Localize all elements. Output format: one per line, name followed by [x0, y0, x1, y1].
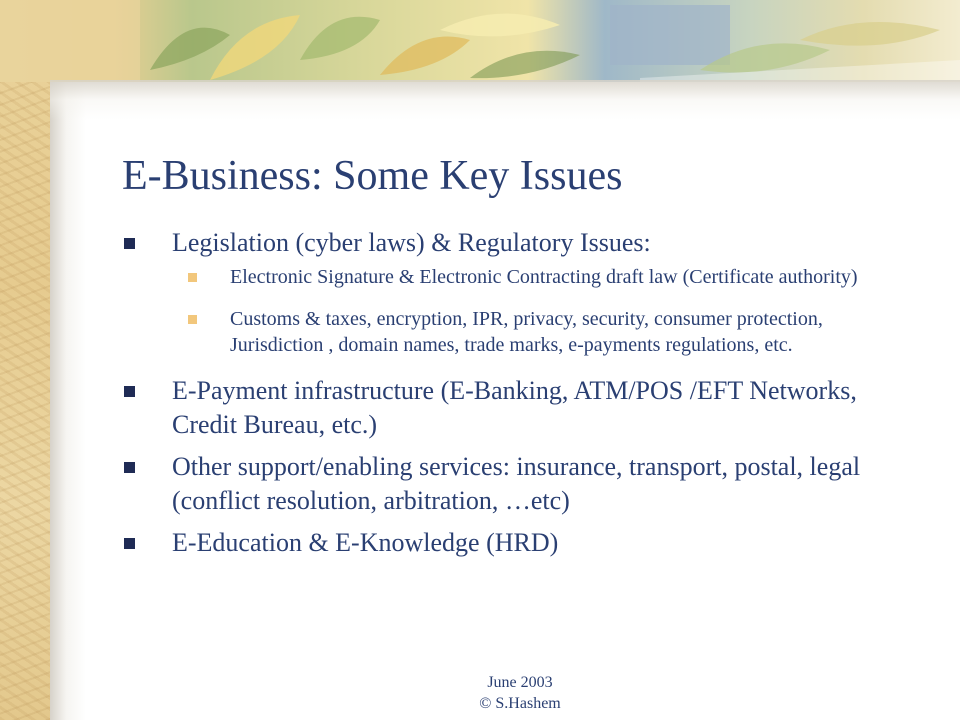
square-sub-bullet-icon	[188, 273, 197, 282]
sub-bullet-list	[172, 264, 902, 358]
left-shadow	[50, 80, 86, 720]
square-bullet-icon	[124, 538, 135, 549]
footer-date: June 2003	[487, 674, 553, 691]
bullet-text: Legislation (cyber laws) & Regulatory Issues:	[172, 228, 651, 257]
bullet-item-support-services	[122, 450, 902, 518]
square-bullet-icon	[124, 462, 135, 473]
bullet-item-e-education	[122, 526, 902, 560]
square-bullet-icon	[124, 238, 135, 249]
footer-author: © S.Hashem	[479, 695, 561, 712]
bullet-text: E-Payment infrastructure (E-Banking, ATM/POS /EFT Networks, Credit Bureau, etc.)	[172, 376, 857, 439]
sub-bullet-item	[180, 264, 902, 290]
top-shadow	[50, 80, 960, 120]
sub-bullet-text: Electronic Signature & Electronic Contracting draft law (Certificate authority)	[230, 266, 858, 288]
bullet-list	[122, 226, 902, 568]
square-sub-bullet-icon	[188, 315, 197, 324]
slide-footer	[420, 672, 620, 714]
decorative-leaf-banner	[0, 0, 960, 82]
sub-bullet-item	[180, 306, 902, 358]
slide-title: E-Business: Some Key Issues	[122, 153, 623, 199]
bullet-item-legislation	[122, 226, 902, 358]
bullet-text: E-Education & E-Knowledge (HRD)	[172, 528, 559, 557]
bullet-text: Other support/enabling services: insurance, transport, postal, legal (conflict resolution, arbitration, …etc)	[172, 452, 861, 515]
sub-bullet-text: Customs & taxes, encryption, IPR, privacy, security, consumer protection, Jurisdiction , domain names, trade marks, e-payments regulations, etc.	[230, 308, 823, 356]
square-bullet-icon	[124, 386, 135, 397]
bullet-item-e-payment	[122, 374, 902, 442]
parchment-strip	[0, 0, 50, 720]
